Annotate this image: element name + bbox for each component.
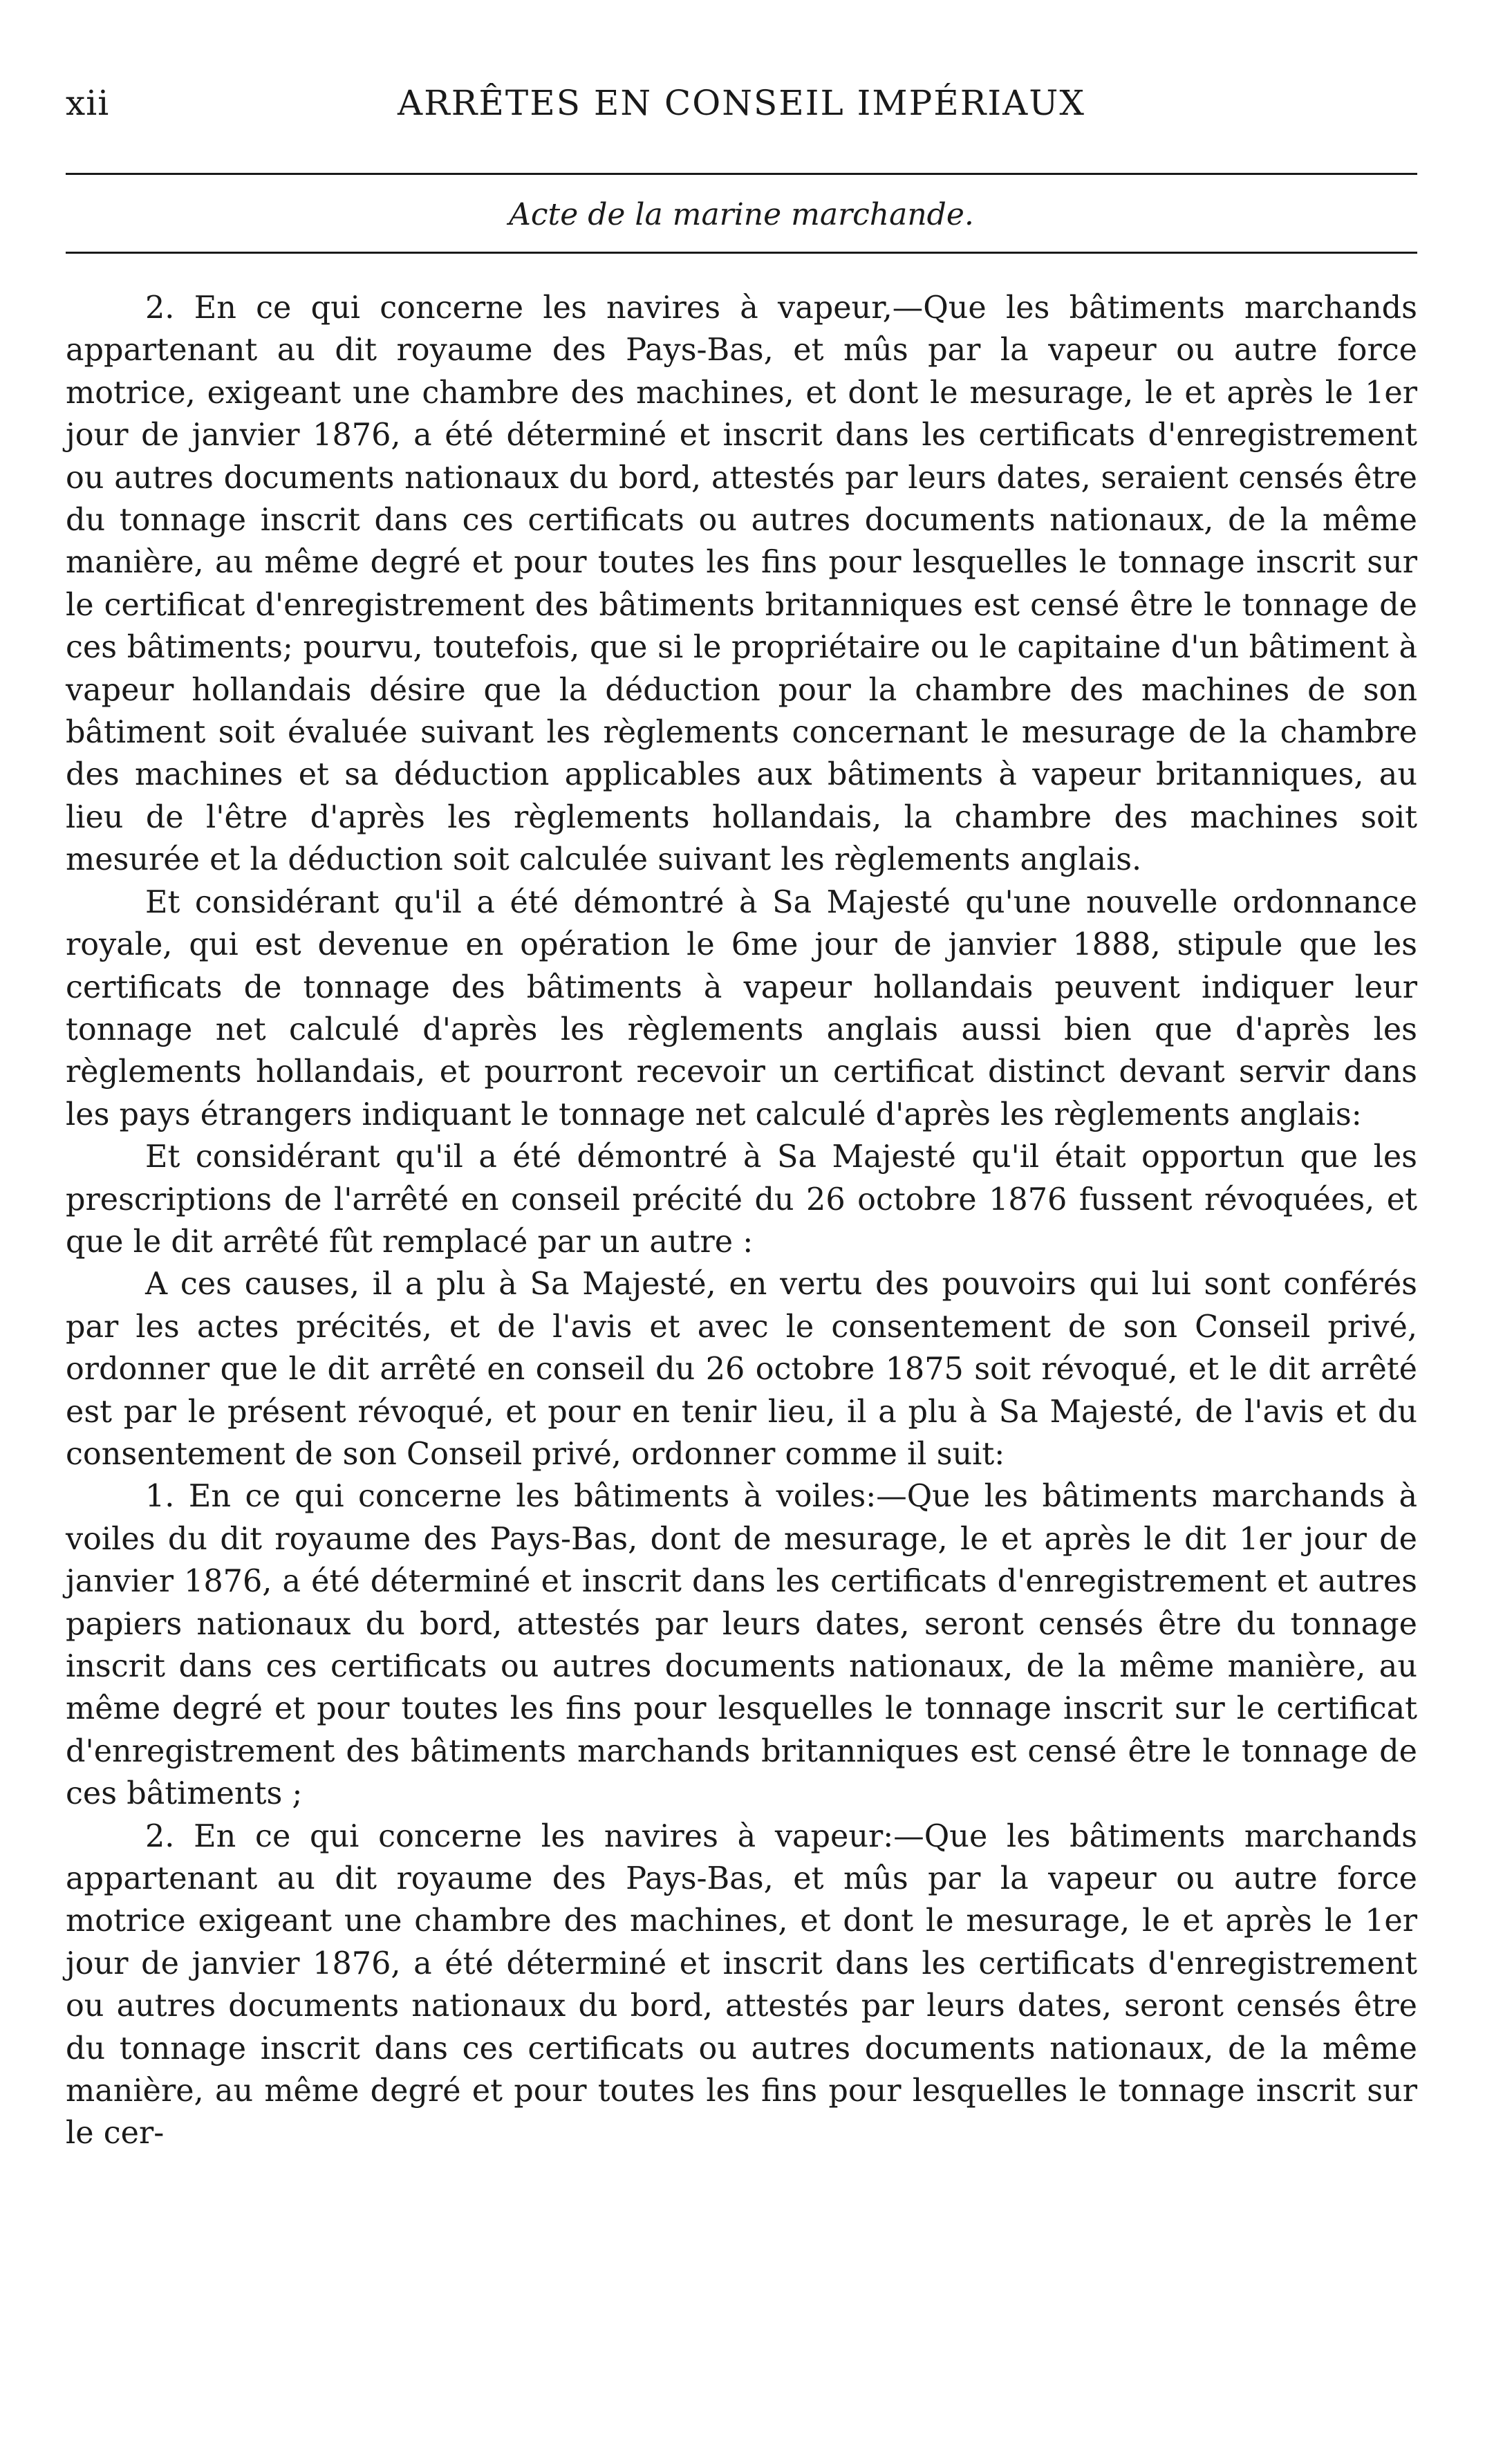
running-head xyxy=(66,69,1417,131)
body-text xyxy=(66,287,1417,2155)
section-subtitle: Acte de la marine marchande. xyxy=(509,197,974,232)
running-title: ARRÊTES EN CONSEIL IMPÉRIAUX xyxy=(398,83,1085,123)
paragraph: 2. En ce qui concerne les navires à vapeur,—Que les bâtiments marchands appartenant au dit royaume des Pays-Bas, et mûs par la vapeur ou autre force motrice, exigeant une chambre des machines, et dont le mesurage, le et après le 1er jour de janvier 1876, a été déterminé et inscrit dans les certificats d'enregistrement ou autres documents nationaux du bord, attestés par leurs dates, seraient censés être du tonnage inscrit dans ces certificats ou autres documents nationaux, de la même manière, au même degré et pour toutes les fins pour lesquelles le tonnage inscrit sur le certificat d'enregistrement des bâtiments britanniques est censé être le tonnage de ces bâtiments; pourvu, toutefois, que si le propriétaire ou le capitaine d'un bâtiment à vapeur hollandais désire que la déduction pour la chambre des machines de son bâtiment soit évaluée suivant les règlements concernant le mesurage de la chambre des machines et sa déduction applicables aux bâtiments à vapeur britanniques, au lieu de l'être d'après les règlements hollandais, la chambre des machines soit mesurée et la déduction soit calculée suivant les règlements anglais. xyxy=(66,290,1417,878)
paragraph: 1. En ce qui concerne les bâtiments à voiles:—Que les bâtiments marchands à voiles du dit royaume des Pays-Bas, dont de mesurage, le et après le dit 1er jour de janvier 1876, a été déterminé et inscrit dans les certificats d'enregistrement et autres papiers nationaux du bord, attestés par leurs dates, seront censés être du tonnage inscrit dans ces certificats ou autres documents nationaux, de la même manière, au même degré et pour toutes les fins pour lesquelles le tonnage inscrit sur le certificat d'enregistrement des bâtiments marchands britanniques est censé être le tonnage de ces bâtiments ; xyxy=(66,1479,1417,1812)
paragraph: Et considérant qu'il a été démontré à Sa Majesté qu'il était opportun que les prescriptions de l'arrêté en conseil précité du 26 octobre 1876 fussent révoquées, et que le dit arrêté fût remplacé par un autre : xyxy=(66,1139,1417,1260)
page-number: xii xyxy=(66,83,110,123)
page xyxy=(66,69,1417,2155)
paragraph: 2. En ce qui concerne les navires à vapeur:—Que les bâtiments marchands appartenant au dit royaume des Pays-Bas, et mûs par la vapeur ou autre force motrice exigeant une chambre des machines, et dont le mesurage, le et après le 1er jour de janvier 1876, a été déterminé et inscrit dans les certificats d'enregistrement ou autres documents nationaux du bord, attestés par leurs dates, seront censés être du tonnage inscrit dans ces certificats ou autres documents nationaux, de la même manière, au même degré et pour toutes les fins pour lesquelles le tonnage inscrit sur le cer- xyxy=(66,1818,1417,2152)
paragraph: A ces causes, il a plu à Sa Majesté, en vertu des pouvoirs qui lui sont conférés par les actes précités, et de l'avis et avec le consentement de son Conseil privé, ordonner que le dit arrêté en conseil du 26 octobre 1875 soit révoqué, et le dit arrêté est par le présent révoqué, et pour en tenir lieu, il a plu à Sa Majesté, de l'avis et du consentement de son Conseil privé, ordonner comme il suit: xyxy=(66,1267,1417,1472)
header-rule-bottom xyxy=(66,252,1417,254)
paragraph: Et considérant qu'il a été démontré à Sa Majesté qu'une nouvelle ordonnance royale, qui est devenue en opération le 6me jour de janvier 1888, stipule que les certificats de tonnage des bâtiments à vapeur hollandais peuvent indiquer leur tonnage net calculé d'après les règlements anglais aussi bien que d'après les règlements hollandais, et pourront recevoir un certificat distinct devant servir dans les pays étrangers indiquant le tonnage net calculé d'après les règlements anglais: xyxy=(66,884,1417,1132)
